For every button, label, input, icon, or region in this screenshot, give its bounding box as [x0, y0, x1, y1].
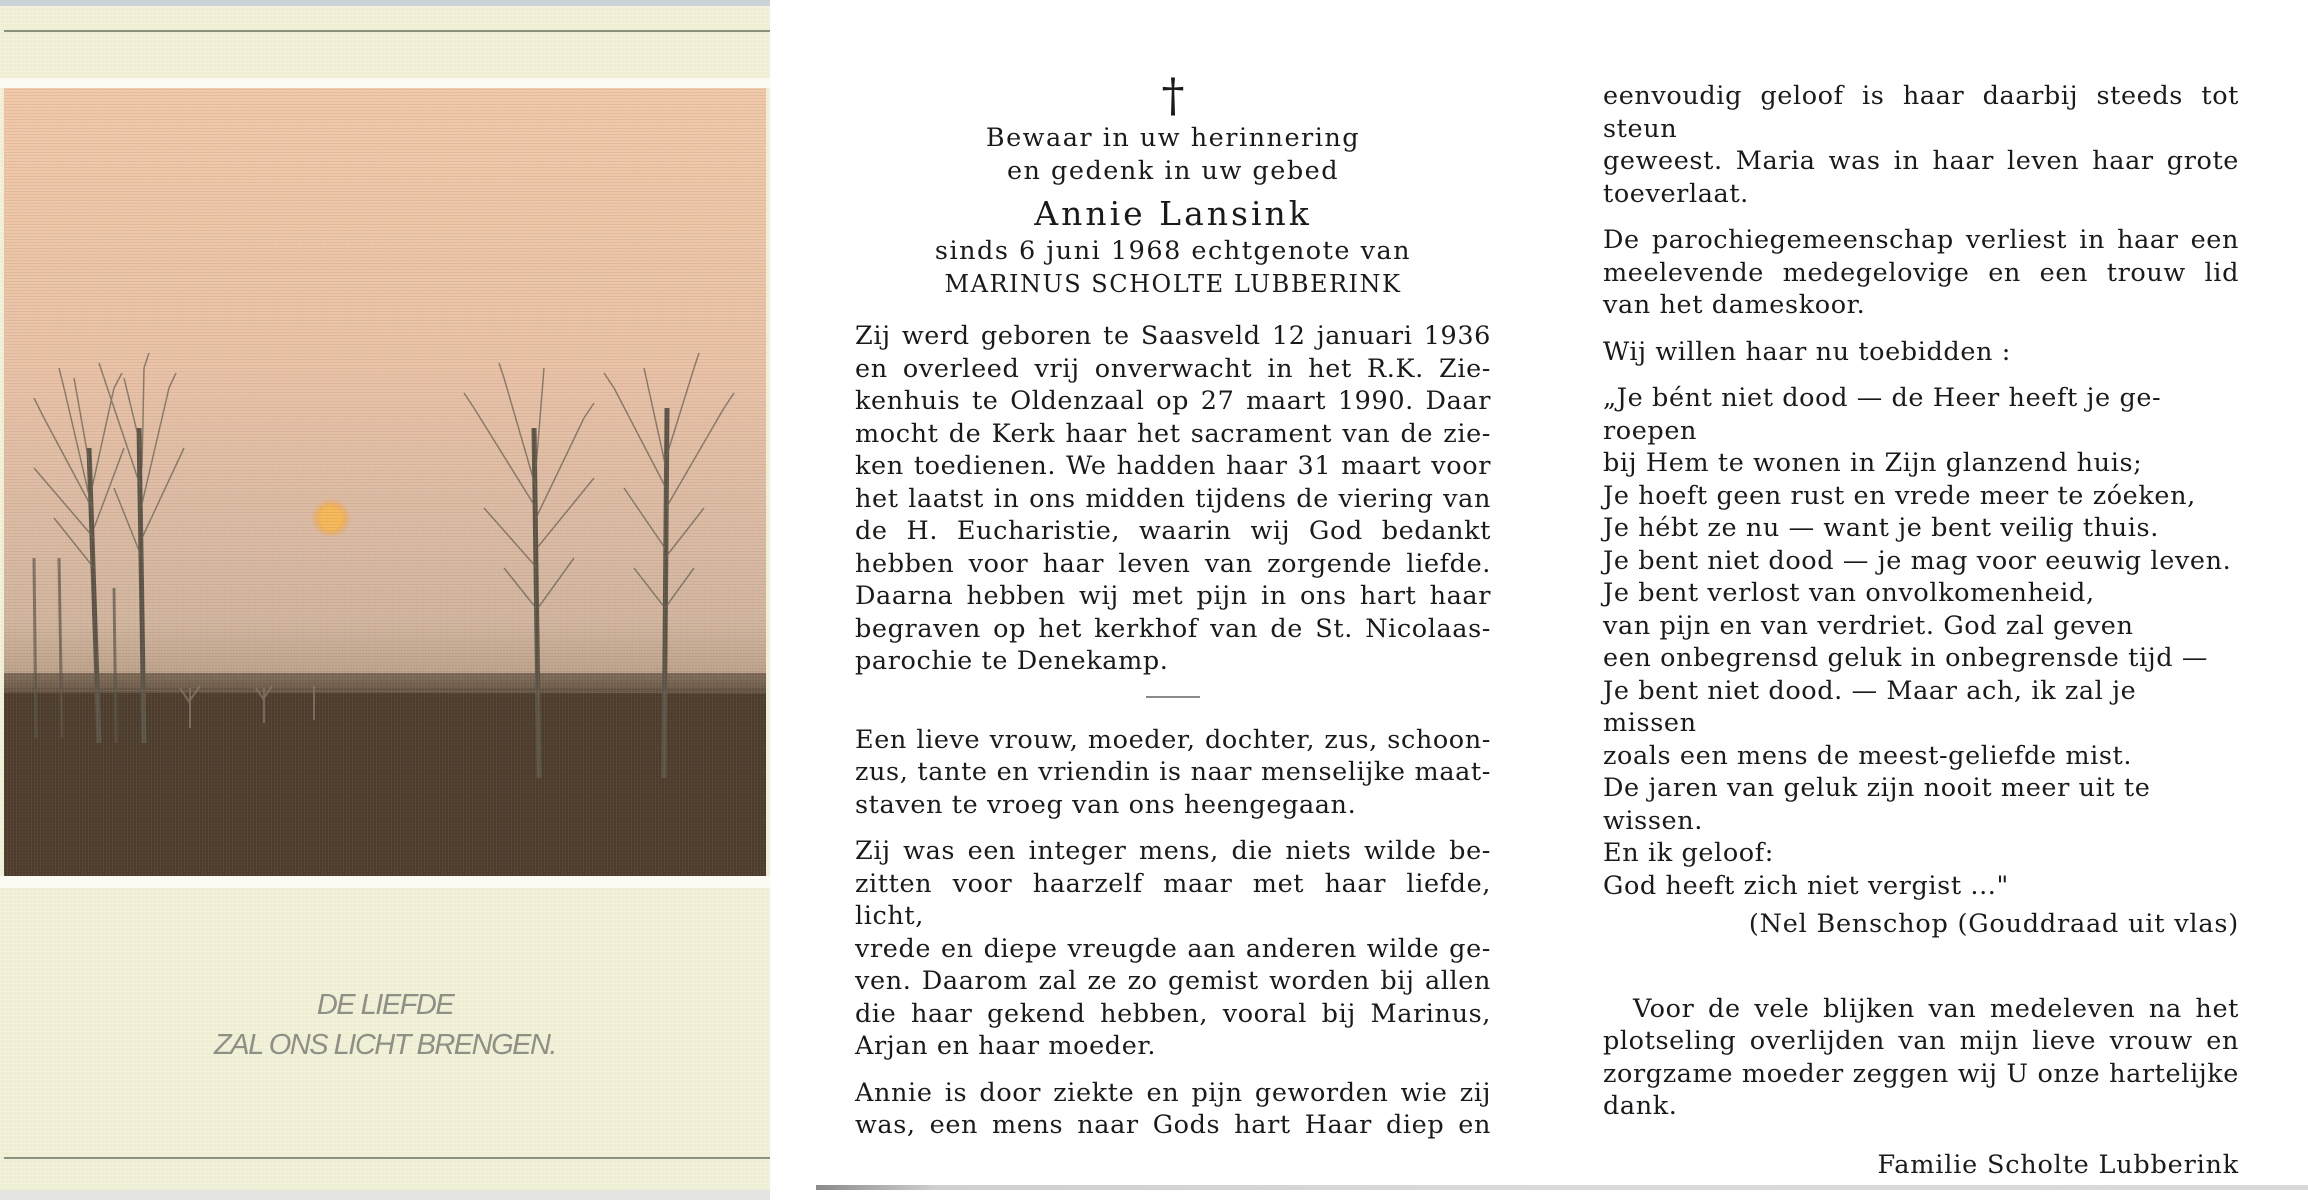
text-line: was, een mens naar Gods hart Haar diep en [855, 1110, 1491, 1140]
text-line: zitten voor haarzelf maar met haar liefde, licht, [855, 868, 1491, 931]
poem-line: Je hoeft geen rust en vrede meer te zóeken, [1603, 480, 2196, 511]
thanks-paragraph [1603, 993, 2239, 1123]
text-line: van het dameskoor. [1603, 290, 1866, 320]
poem [1603, 382, 2239, 902]
text-line: Arjan en haar moeder. [855, 1031, 1157, 1061]
text-line: mocht de Kerk haar het sacrament van de zie- [855, 418, 1491, 449]
cover-caption [0, 985, 770, 1065]
text-line: plotseling overlijden van mijn lieve vrouw en [1603, 1026, 2239, 1056]
text-line: Annie is door ziekte en pijn geworden wie zij [855, 1077, 1491, 1108]
prayer-panel [1603, 80, 2239, 1181]
poem-line: wissen. [1603, 805, 1703, 836]
top-rule [4, 30, 770, 32]
prayer-intro [1603, 336, 2239, 369]
poem-line: Je hébt ze nu — want je bent veilig thuis. [1603, 513, 2159, 543]
text-line: zorgzame moeder zeggen wij U onze hartelijke [1603, 1058, 2239, 1089]
deceased-name: Annie Lansink [1034, 194, 1312, 233]
text-line: eenvoudig geloof is haar daarbij steeds tot steun [1603, 81, 2239, 144]
poem-line: een onbegrensd geluk in onbegrensde tijd — [1603, 643, 2208, 673]
text-line: zus, tante en vriendin is naar menselijke maat- [855, 757, 1491, 787]
text-line: vrede en diepe vreugde aan anderen wilde ge- [855, 933, 1491, 964]
poem-attribution: (Nel Benschop (Gouddraad uit vlas) [1748, 909, 2239, 939]
poem-line: missen [1603, 708, 1697, 738]
text-line: Daarna hebben wij met pijn in ons hart haar [855, 581, 1491, 611]
text-line: Zij werd geboren te Saasveld 12 januari 1936 [855, 321, 1491, 351]
poem-line: „Je bént niet dood — de Heer heeft je ge- [1603, 383, 2162, 413]
scan-edge [0, 0, 770, 6]
text-line: kenhuis te Oldenzaal op 27 maart 1990. Daar [855, 386, 1491, 416]
spouse-name: MARINUS SCHOLTE LUBBERINK [944, 269, 1402, 298]
poem-line: God heeft zich niet vergist ..." [1603, 870, 2009, 901]
text-line: meelevende medegelovige en een trouw lid [1603, 257, 2239, 288]
bottom-rule [4, 1157, 770, 1159]
text-line: De parochiegemeenschap verliest in haar een [1603, 225, 2239, 255]
poem-line: En ik geloof: [1603, 838, 1774, 868]
text-line: ven. Daarom zal ze zo gemist worden bij allen [855, 966, 1491, 996]
text-line: hebben voor haar leven van zorgende liefde. [855, 548, 1491, 579]
parish-paragraph [1603, 224, 2239, 322]
text-line: het laatst in ons midden tijdens de viering van [855, 483, 1491, 514]
poem-line: roepen [1603, 415, 1698, 446]
poem-line: Je bent verlost van onvolkomenheid, [1603, 578, 2095, 608]
biography-paragraph [855, 320, 1491, 678]
photo-border-top [0, 78, 770, 88]
caption-line: DE LIEFDE [316, 989, 454, 1021]
text-line: parochie te Denekamp. [855, 646, 1169, 676]
memorial-card-inner-spread [800, 0, 2308, 1200]
section-divider [1146, 696, 1200, 698]
caption-line: ZAL ONS LICHT BRENGEN. [214, 1029, 556, 1061]
text-line: Voor de vele blijken van medeleven na het [1633, 993, 2239, 1024]
intro-line: Bewaar in uw herinnering [985, 123, 1361, 153]
text-line: geweest. Maria was in haar leven haar grote [1603, 146, 2239, 176]
poem-line: Je bent niet dood — je mag voor eeuwig leven. [1603, 545, 2232, 576]
text-line: en overleed vrij onverwacht in het R.K. Zie- [855, 353, 1491, 384]
tribute-paragraph [855, 835, 1491, 1063]
text-line: ken toedienen. We hadden haar 31 maart voor [855, 451, 1491, 481]
obituary-panel [855, 70, 1491, 1142]
scan-edge [0, 1190, 770, 1200]
tribute-paragraph [855, 724, 1491, 822]
cover-photo [4, 88, 766, 876]
tribute-paragraph [855, 1077, 1491, 1142]
card-shadow [816, 1185, 2308, 1190]
poem-line: De jaren van geluk zijn nooit meer uit te [1603, 773, 2151, 803]
paper-texture [4, 88, 766, 876]
text-line: de H. Eucharistie, waarin wij God bedankt [855, 516, 1491, 546]
photo-border-bottom [0, 876, 770, 888]
poem-line: zoals een mens de meest-geliefde mist. [1603, 740, 2133, 771]
faith-paragraph [1603, 80, 2239, 210]
text-line: staven te vroeg van ons heengegaan. [855, 789, 1357, 820]
poem-line: bij Hem te wonen in Zijn glanzend huis; [1603, 448, 2143, 478]
poem-line: Je bent niet dood. — Maar ach, ik zal je [1603, 675, 2137, 706]
text-line: begraven op het kerkhof van de St. Nicolaas- [855, 613, 1491, 644]
family-signature: Familie Scholte Lubberink [1877, 1149, 2239, 1180]
text-line: Wij willen haar nu toebidden : [1603, 336, 2011, 367]
text-line: toeverlaat. [1603, 178, 1749, 209]
text-line: Een lieve vrouw, moeder, dochter, zus, schoon- [855, 724, 1491, 755]
marriage-line: sinds 6 juni 1968 echtgenote van [934, 236, 1412, 266]
poem-line: van pijn en van verdriet. God zal geven [1603, 610, 2134, 641]
text-line: dank. [1603, 1091, 1678, 1121]
memorial-card-cover [0, 0, 770, 1200]
text-line: die haar gekend hebben, vooral bij Marinus, [855, 998, 1491, 1029]
text-line: Zij was een integer mens, die niets wilde be- [855, 836, 1491, 866]
intro-line: en gedenk in uw gebed [1006, 155, 1340, 186]
cross-icon: † [1161, 68, 1185, 122]
